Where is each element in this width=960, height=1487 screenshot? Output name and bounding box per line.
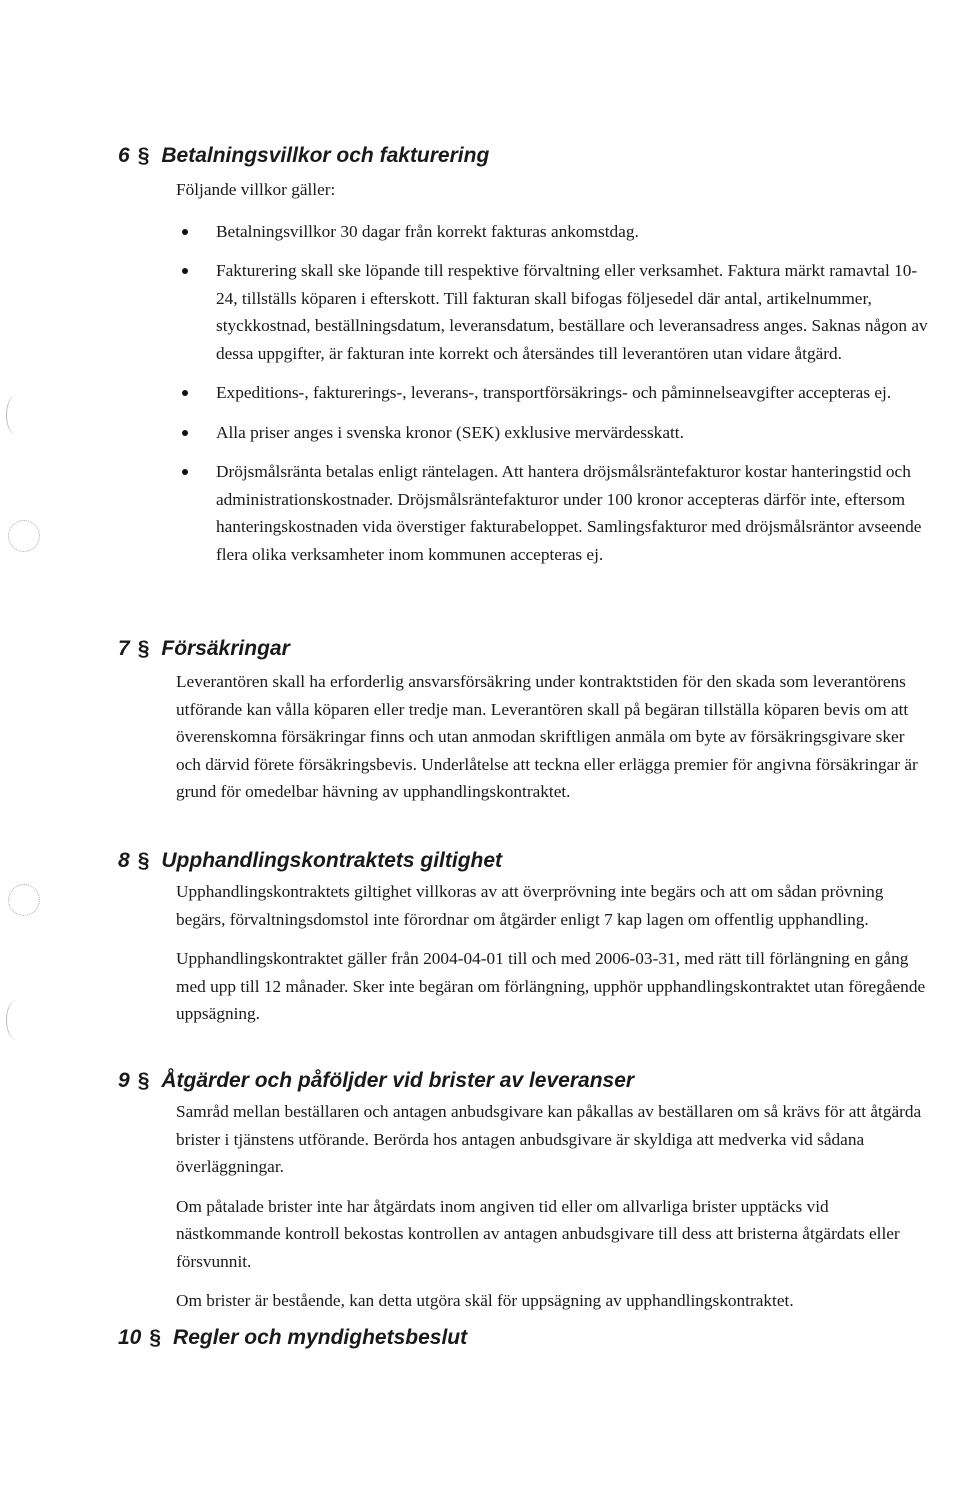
body-paragraph: Om påtalade brister inte har åtgärdats inom angiven tid eller om allvarliga brister upptäcks vid nästkommande kontroll bekostas kontrollen av antagen anbudsgivare till dess att bristerna åtgärdats eller försvunnit. (176, 1196, 900, 1271)
list-item-text: Fakturering skall ske löpande till respektive förvaltning eller verksamhet. Faktura märkt ramavtal 10-24, tillställs köparen i efterskott. Till fakturan skall bifogas följesedel där antal, artikelnummer, styckkostnad, beställningsdatum, leveransdatum, beställare och leveransadress anges. Saknas någon av dessa uppgifter, är fakturan inte korrekt och återsändes till leverantören utan vidare åtgärd. (216, 261, 928, 363)
bullet-icon (182, 430, 188, 436)
section-number: 6 (118, 144, 130, 167)
section-heading (118, 848, 502, 874)
list-item (176, 218, 928, 246)
paragraph-symbol: § (149, 1326, 162, 1349)
punch-hole-mark (6, 395, 27, 435)
paragraph-symbol: § (137, 637, 150, 660)
list-item (176, 419, 928, 447)
list-item-text: Betalningsvillkor 30 dagar från korrekt fakturas ankomstdag. (216, 221, 639, 241)
bullet-icon (182, 268, 188, 274)
body-paragraph: Upphandlingskontraktet gäller från 2004-04-01 till och med 2006-03-31, med rätt till förlängning en gång med upp till 12 månader. Sker inte begäran om förlängning, upphör upphandlingskontraktet utan föregående uppsägning. (176, 949, 926, 1023)
intro-text: Följande villkor gäller: (176, 180, 336, 199)
section-title: Betalningsvillkor och fakturering (161, 144, 490, 167)
section-heading (118, 1325, 467, 1351)
section-title: Åtgärder och påföljder vid brister av leveranser (161, 1069, 635, 1092)
section-title: Försäkringar (161, 637, 290, 660)
punch-hole-mark (8, 520, 40, 552)
section-body (176, 878, 928, 1028)
body-paragraph: Samråd mellan beställaren och antagen anbudsgivare kan påkallas av beställaren om så krävs för att åtgärda brister i tjänstens utförande. Berörda hos antagen anbudsgivare är skyldiga att medverka vid sådana överläggningar. (176, 1102, 922, 1176)
section-number: 7 (118, 637, 130, 660)
terms-list (176, 218, 928, 569)
list-item (176, 379, 928, 407)
section-heading (118, 143, 489, 169)
section-body (176, 1098, 928, 1315)
paragraph-symbol: § (137, 144, 150, 167)
bullet-icon (182, 390, 188, 396)
section-title: Regler och myndighetsbeslut (173, 1326, 468, 1349)
punch-hole-mark (8, 884, 40, 916)
list-item-text: Alla priser anges i svenska kronor (SEK) exklusive mervärdesskatt. (216, 422, 684, 442)
list-item (176, 257, 928, 367)
section-number: 10 (118, 1326, 142, 1349)
body-paragraph: Upphandlingskontraktets giltighet villkoras av att överprövning inte begärs och att om sådan prövning begärs, förvaltningsdomstol inte förordnar om åtgärder enligt 7 kap lagen om offentlig upphandling. (176, 882, 884, 929)
paragraph-symbol: § (137, 1069, 150, 1092)
list-item-text: Dröjsmålsränta betalas enligt räntelagen. Att hantera dröjsmålsräntefakturor kostar hanteringstid och administrationskostnader. Dröjsmålsräntefakturor under 100 kronor accepteras därför inte, eftersom hanteringskostnaden vida överstiger fakturabeloppet. Samlingsfakturor med dröjsmålsräntor avseende flera olika verksamheter inom kommunen accepteras ej. (216, 462, 922, 564)
list-item (176, 458, 928, 568)
punch-hole-mark (6, 1000, 27, 1040)
body-paragraph: Om brister är bestående, kan detta utgöra skäl för uppsägning av upphandlingskontraktet. (176, 1291, 794, 1310)
bullet-icon (182, 229, 188, 235)
section-number: 9 (118, 1069, 130, 1092)
section-body (176, 668, 928, 806)
body-paragraph: Leverantören skall ha erforderlig ansvarsförsäkring under kontraktstiden för den skada som leverantörens utförande kan vålla köparen eller tredje man. Leverantören skall på begäran tillställa köparen bevis om att överenskomna försäkringar finns och utan anmodan skriftligen anmäla om byte av försäkringsgivare sker och därvid förete försäkringsbevis. Underlåtelse att teckna eller erlägga premier för angivna försäkringar är grund för omedelbar hävning av upphandlingskontraktet. (176, 672, 918, 801)
paragraph-symbol: § (137, 849, 150, 872)
section-number: 8 (118, 849, 130, 872)
section-title: Upphandlingskontraktets giltighet (161, 849, 503, 872)
list-item-text: Expeditions-, fakturerings-, leverans-, transportförsäkrings- och påminnelseavgifter accepteras ej. (216, 383, 892, 402)
section-heading (118, 636, 290, 662)
bullet-icon (182, 469, 188, 475)
section-body (176, 176, 928, 580)
section-heading (118, 1068, 634, 1094)
